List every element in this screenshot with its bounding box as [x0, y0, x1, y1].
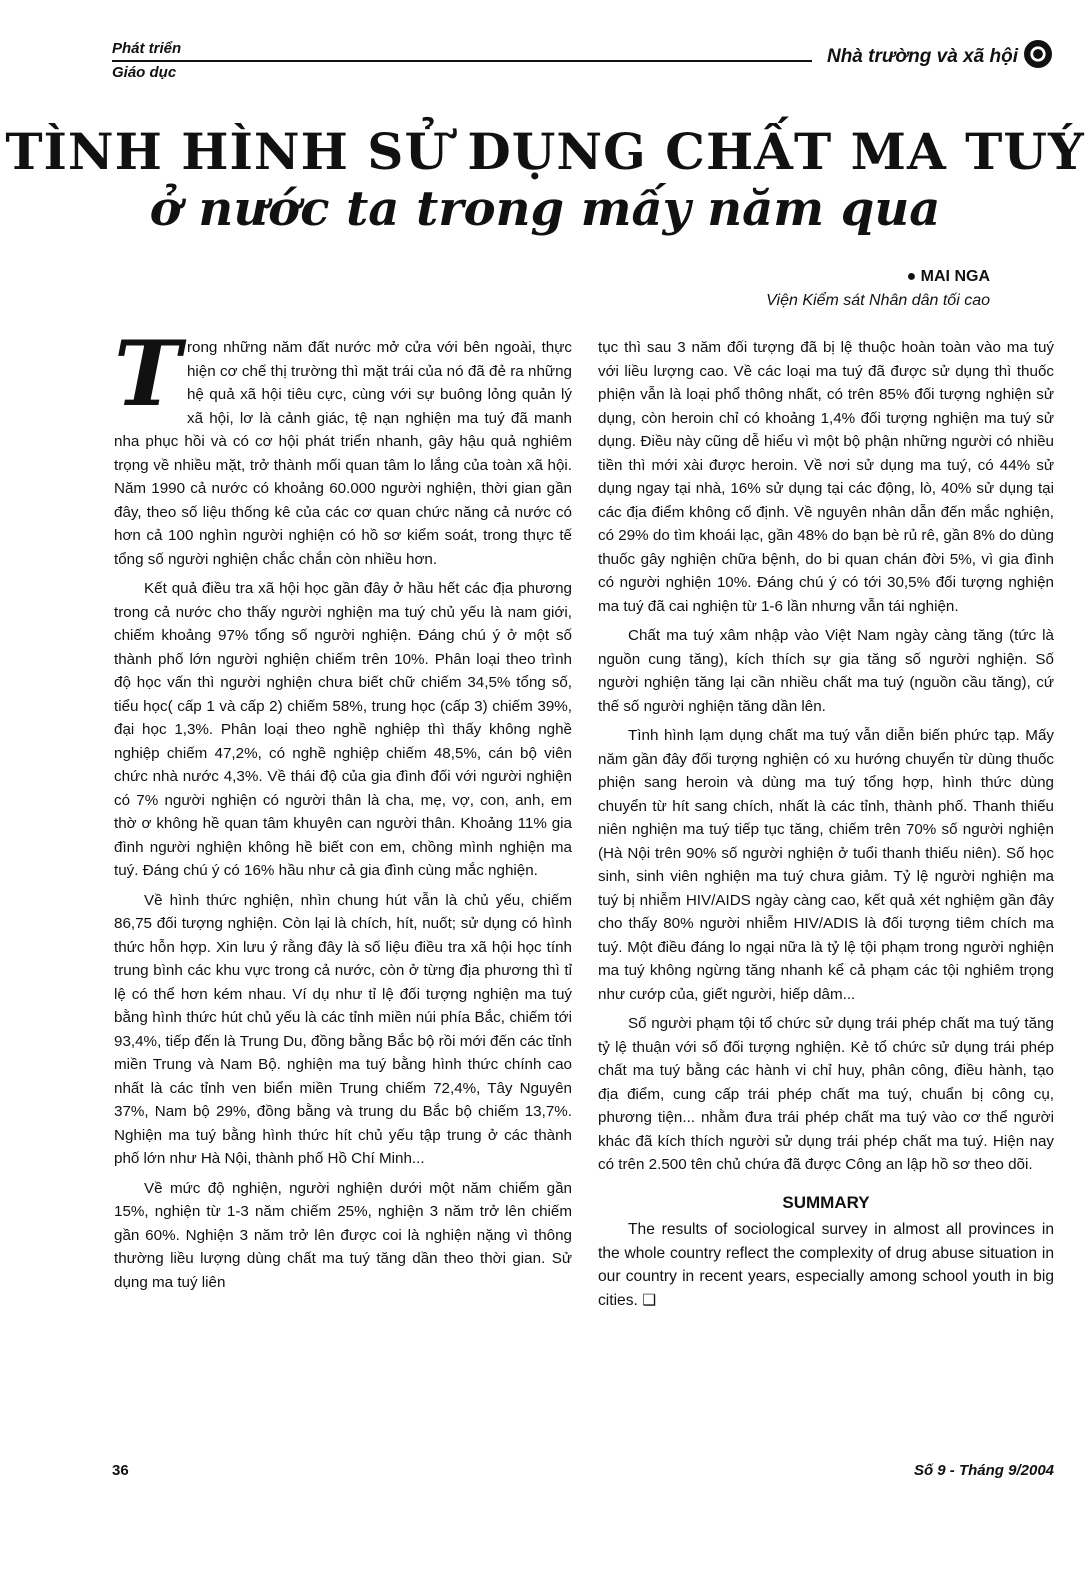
paragraph: Số người phạm tội tổ chức sử dụng trái phép chất ma tuý tăng tỷ lệ thuận với số đối tượng nghiện. Kẻ tổ chức sử dụng trái phép chất ma tuý bằng các hành vi chỉ huy, phân công, điều hành, tạo địa điểm, cung cấp trái phép chất ma tuý, chuẩn bị công cụ, phương tiện... nhằm đưa trái phép chất ma tuý vào cơ thể người khác đã kích thích người sử dụng trái phép chất ma tuý. Hiện nay có trên 2.500 tên chủ chứa đã được Công an lập hồ sơ theo dõi.: [598, 1015, 1054, 1173]
page-header: [112, 38, 1052, 88]
paragraph: Về mức độ nghiện, người nghiện dưới một năm chiếm gần 15%, nghiện từ 1-3 năm chiếm 25%, nghiện 3 năm trở lên chiếm gần 60%. Nghiện 3 năm trở lên được coi là nghiện nặng vì thông thường liều lượng dùng chất ma tuý tăng dần theo thời gian. Sử dụng ma tuý liên: [114, 1179, 572, 1291]
summary-heading: SUMMARY: [782, 1192, 870, 1212]
school-emblem-icon: [1024, 40, 1052, 68]
section-line-1: Phát triển: [112, 40, 182, 57]
paragraph: Về hình thức nghiện, nhìn chung hút vẫn là chủ yếu, chiếm 86,75 đối tượng nghiện. Còn lại là chích, hít, nuốt; sử dụng có hình thức hỗn hợp. Xin lưu ý rằng đây là số liệu điều tra xã hội học tính trung bình các khu vực trong cả nước, còn ở từng địa phương thì tỉ lệ có thể hơn kém nhau. Ví dụ như tỉ lệ đối tượng nghiện ma tuý bằng hình thức hút chủ yếu là các tỉnh miền núi phía Bắc, chiếm tới 93,4%, tiếp đến là Trung Du, đồng bằng Bắc bộ rồi mới đến các tỉnh miền Trung và Nam Bộ. nghiện ma tuý bằng hình thức chính cao nhất là các tỉnh ven biển miền Trung chiếm 72,4%, Tây Nguyên 37%, Nam bộ 29%, đồng bằng và trung du Bắc bộ chiếm 13,7%. Nghiện ma tuý bằng hình thức hít chủ yếu tập trung ở các thành phố lớn như Hà Nội, thành phố Hồ Chí Minh...: [114, 891, 572, 1167]
author-affiliation: Viện Kiểm sát Nhân dân tối cao: [766, 292, 990, 309]
article-subtitle: ở nước ta trong mấy năm qua: [149, 181, 941, 237]
section-label: [112, 38, 182, 81]
header-rule: [112, 60, 812, 62]
paragraph: [114, 321, 572, 571]
summary-text: The results of sociological survey in almost all provinces in the whole country reflect the complexity of drug abuse situation in our country in recent years, especially among school youth in big cities. ❑: [598, 1221, 1054, 1309]
article-title: TÌNH HÌNH SỬ DỤNG CHẤT MA TUÝ: [5, 122, 1085, 181]
section-line-2: Giáo dục: [112, 64, 177, 81]
paragraph: Tình hình lạm dụng chất ma tuý vẫn diễn biến phức tạp. Mấy năm gần đây đối tượng nghiện có xu hướng chuyển từ dùng thuốc phiện sang heroin và dùng ma tuý tổng hợp, hình thức dùng chuyển từ hít sang chích, nhất là các tỉnh, thành phố. Thanh thiếu niên nghiện ma tuý tiếp tục tăng, chiếm trên 70% số người nghiện (Hà Nội trên 90% số người nghiện ở tuổi thanh thiếu niên). Số học sinh, sinh viên nghiện ma tuý chưa giảm. Tỷ lệ người nghiện ma tuý bị nhiễm HIV/AIDS ngày càng cao, kết quả xét nghiệm gần đây cho thấy 80% người nhiễm HIV/ADIS là đối tượng tiêm chích ma tuý. Một điều đáng lo ngại nữa là tỷ lệ tội phạm trong người nghiện ma tuý không ngừng tăng nhanh kể cả phạm các tội nghiêm trọng như cướp của, giết người, hiếp dâm...: [598, 727, 1054, 1003]
right-column: [598, 336, 1054, 1318]
paragraph: tục thì sau 3 năm đối tượng đã bị lệ thuộc hoàn toàn vào ma tuý với liều lượng cao. Về các loại ma tuý đã được sử dụng thì thuốc phiện vẫn là loại phổ thông nhất, có trên 85% đối tượng nghiện sử dụng, còn heroin chỉ có khoảng 1,4% đối tượng nghiện ma tuý sử dụng. Điều này cũng dễ hiểu vì một bộ phận những người có nhiều tiền thì mới xài được heroin. Về nơi sử dụng ma tuý, có 44% sử dụng ngay tại nhà, 16% sử dụng tại các động, lò, 40% sử dụng tại các địa điểm không cố định. Về nguyên nhân dẫn đến mắc nghiện, có 29% do tìm khoái lạc, gần 48% do bạn bè rủ rê, gần 8% do dùng thuốc gây nghiện chữa bệnh, do bi quan chán đời 5%, vì gia đình có người nghiện 10%. Đáng chú ý có tới 30,5% đối tượng nghiện ma tuý đã cai nghiện từ 1-6 lần nhưng vẫn tái nghiện.: [598, 339, 1054, 615]
paragraph: Kết quả điều tra xã hội học gần đây ở hầu hết các địa phương trong cả nước cho thấy người nghiện ma tuý chủ yếu là nam giới, chiếm khoảng 97% tổng số người nghiện. Đáng chú ý ở một số thành phố lớn người nghiện chiếm trên 10%. Phân loại theo trình độ học vấn thì người nghiện chưa biết chữ chiếm 34,5% tổng số, tiểu học( cấp 1 và cấp 2) chiếm 58%, trung học (cấp 3) chiếm 39%, đại học 1,3%. Phân loại theo nghề nghiệp thì thấy không nghề nghiệp chiếm 47,2%, có nghề nghiệp chiếm 48,5%, cán bộ viên chức nhà nước 4,3%. Về thái độ của gia đình đối với người nghiện có 7% người nghiện có người thân là cha, mẹ, vợ, con, anh, em thờ ơ không hề quan tâm khuyên can người thân. Khoảng 11% gia đình người nghiện không hề biết con em, chồng mình nghiện ma tuý. Đáng chú ý có 16% hầu như cả gia đình cùng mắc nghiện.: [114, 580, 572, 879]
issue-info: Số 9 - Tháng 9/2004: [913, 1462, 1054, 1479]
column-name: Nhà trường và xã hội: [826, 46, 1018, 67]
author-name: ● MAI NGA: [906, 268, 990, 285]
left-column: [114, 321, 572, 1300]
paragraph-text: rong những năm đất nước mở cửa với bên ngoài, thực hiện cơ chế thị trường thì mặt trái của nó đã đẻ ra những hệ quả xã hội tiêu cực, cùng với sự buông lỏng quản lý xã hội, lơ là cảnh giác, tệ nạn nghiện ma tuý đã manh nha phục hồi và có cơ hội phát triển nhanh, gây hậu quả nghiêm trọng về nhiều mặt, trở thành mối quan tâm lo lắng của toàn xã hội. Năm 1990 cả nước có khoảng 60.000 người nghiện, thời gian gần đây, theo số liệu thống kê của các cơ quan chức năng cả nước có hơn cả 100 nghìn người nghiện có hồ sơ kiểm soát, trong thực tế tổng số người nghiện chắc chắn còn nhiều hơn.: [114, 339, 572, 568]
drop-cap: T: [114, 321, 181, 427]
page-number: 36: [112, 1462, 129, 1479]
paragraph: Chất ma tuý xâm nhập vào Việt Nam ngày càng tăng (tức là nguồn cung tăng), kích thích sự gia tăng số người nghiện. Số người nghiện tăng lại cần nhiều chất ma tuý (nguồn cầu tăng), cứ thế số người nghiện tăng dần lên.: [598, 627, 1054, 715]
